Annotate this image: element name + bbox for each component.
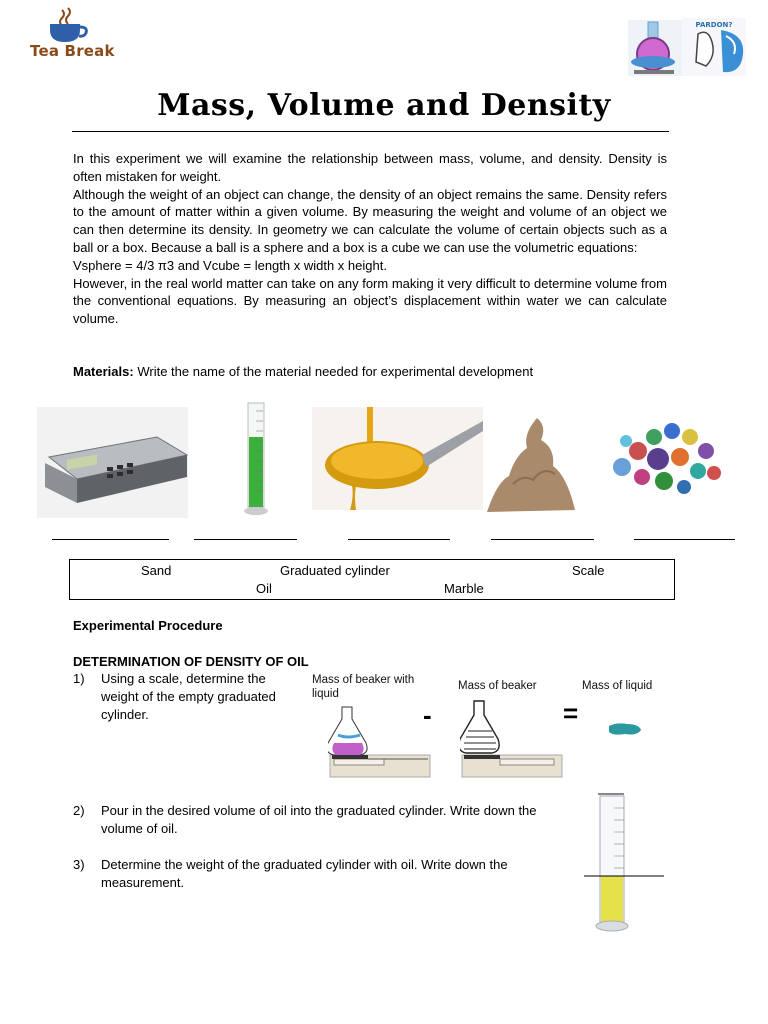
intro-paragraph-2: Although the weight of an object can change, the density of an object remains the same. Density refers to the amount of matter within a given volume. By measuring the weight and volume of an object we can then determine its density. In geometry we can calculate the volume of certain objects such as a ball or a box. Because a ball is a sphere and a box is a cube we can use the volumetric equations: <box>73 186 667 255</box>
word-bank <box>69 559 675 600</box>
cylinder-with-oil-image <box>584 792 668 934</box>
scale-image <box>37 407 188 518</box>
pardon-text: PARDON? <box>695 21 733 29</box>
answer-blank-4[interactable] <box>491 539 594 540</box>
coffee-cup-icon <box>28 6 108 46</box>
word-bank-item: Oil <box>256 581 272 596</box>
title-divider <box>72 131 669 132</box>
sand-image <box>483 414 583 516</box>
logo-text: Tea Break <box>30 42 115 60</box>
step-number: 2) <box>73 803 85 818</box>
liquid-blob-image <box>607 722 643 736</box>
step-number: 3) <box>73 857 85 872</box>
answer-blank-5[interactable] <box>634 539 735 540</box>
oil-spoon-image <box>312 407 483 510</box>
oil-density-heading: DETERMINATION OF DENSITY OF OIL <box>73 654 309 669</box>
word-bank-item: Marble <box>444 581 484 596</box>
word-bank-item: Graduated cylinder <box>280 563 390 578</box>
diagram-label-beaker-with-liquid: Mass of beaker with liquid <box>312 674 415 700</box>
balance-empty-beaker-image <box>460 697 564 783</box>
word-bank-item: Scale <box>572 563 605 578</box>
step-text: Pour in the desired volume of oil into the graduated cylinder. Write down the volume of oil. <box>101 803 537 836</box>
balance-with-liquid-image <box>328 703 432 783</box>
step-text: Using a scale, determine the weight of the empty graduated cylinder. <box>101 671 276 722</box>
pardon-badge-image <box>626 16 748 78</box>
materials-instruction: Write the name of the material needed for experimental development <box>137 364 534 379</box>
marbles-image <box>602 417 726 499</box>
answer-blank-2[interactable] <box>194 539 297 540</box>
diagram-label-liquid: Mass of liquid <box>582 680 653 692</box>
minus-sign: - <box>423 700 432 730</box>
page-title: Mass, Volume and Density <box>157 88 611 123</box>
graduated-cylinder-image <box>196 401 296 521</box>
diagram-label-beaker: Mass of beaker <box>458 680 537 692</box>
equals-sign: = <box>563 698 579 728</box>
procedure-heading: Experimental Procedure <box>73 618 223 633</box>
answer-blank-1[interactable] <box>52 539 169 540</box>
materials-label: Materials: <box>73 364 134 379</box>
intro-paragraph-1: In this experiment we will examine the relationship between mass, volume, and density. Density is often mistaken for weight. <box>73 151 667 184</box>
materials-line <box>73 364 533 379</box>
intro-text <box>73 150 667 328</box>
tea-break-logo <box>28 6 108 70</box>
intro-paragraph-4: However, in the real world matter can take on any form making it very difficult to determine volume from the conventional equations. By measuring an object’s displacement within water we can calculate volume. <box>73 275 667 327</box>
word-bank-item: Sand <box>141 563 172 578</box>
intro-equations: Vsphere = 4/3 π3 and Vcube = length x width x height. <box>73 257 387 273</box>
step-text: Determine the weight of the graduated cylinder with oil. Write down the measurement. <box>101 857 508 890</box>
answer-blank-3[interactable] <box>348 539 450 540</box>
step-number: 1) <box>73 671 85 686</box>
